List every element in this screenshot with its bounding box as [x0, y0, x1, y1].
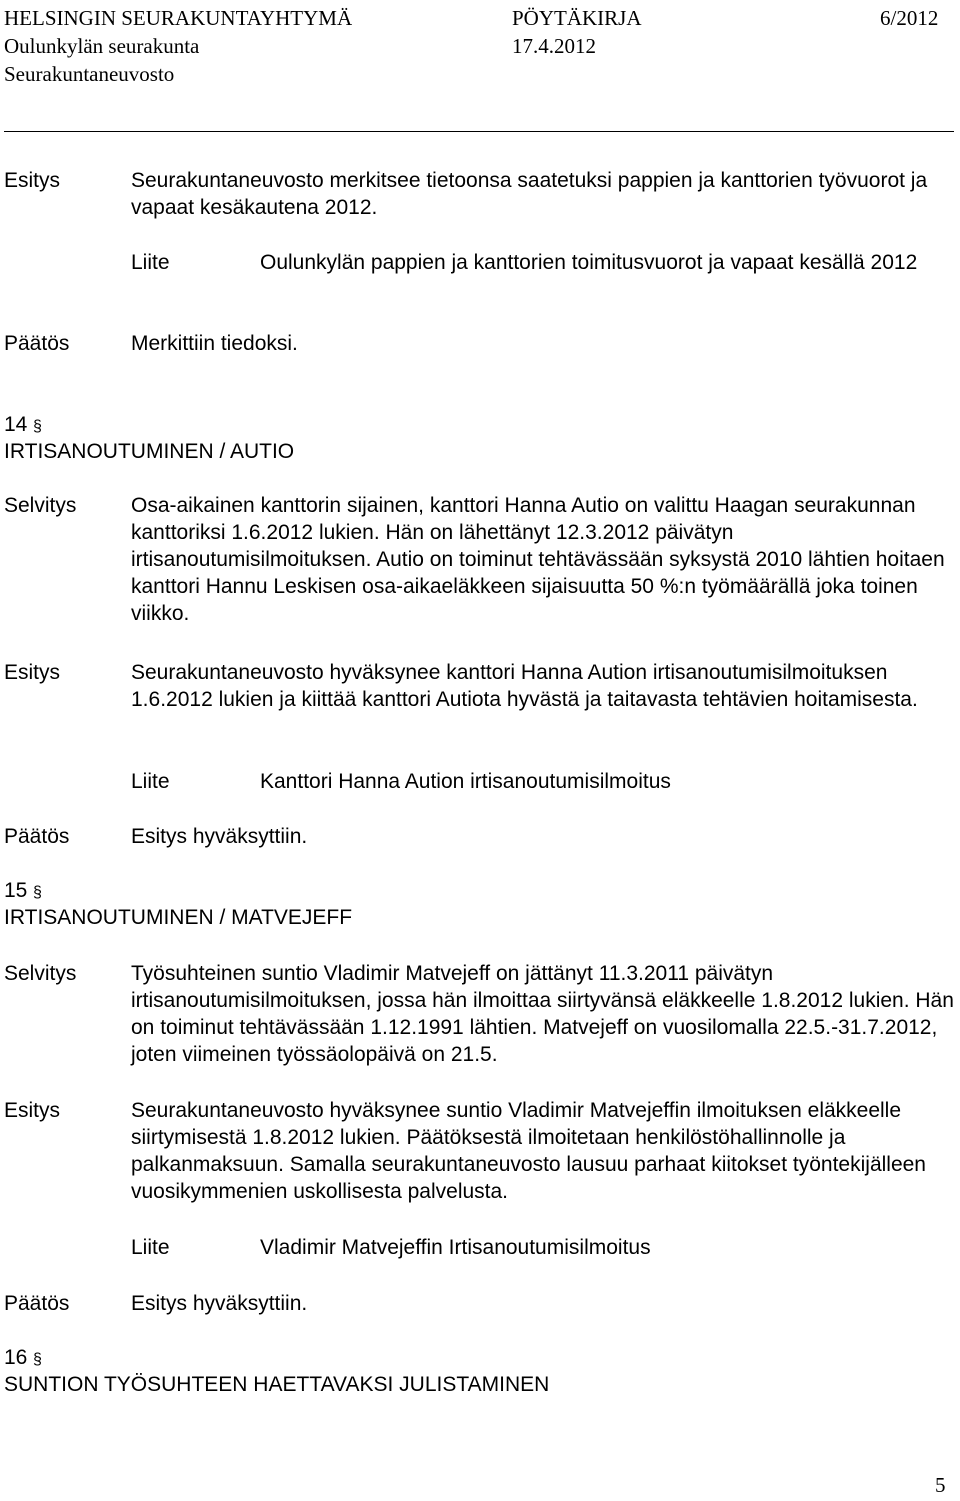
section-14-liite-text: Kanttori Hanna Aution irtisanoutumisilmoitus [260, 770, 671, 793]
section-14-heading [4, 411, 45, 438]
section-14-title: IRTISANOUTUMINEN / AUTIO [4, 440, 295, 463]
header-doc-number: 6/2012 [880, 6, 939, 30]
intro-paatos-text: Merkittiin tiedoksi. [131, 332, 298, 355]
section-15-liite-label: Liite [131, 1236, 170, 1259]
header-body: Seurakuntaneuvosto [4, 62, 175, 86]
section-15-title: IRTISANOUTUMINEN / MATVEJEFF [4, 906, 353, 929]
section-number: 16 [4, 1346, 28, 1369]
header-date: 17.4.2012 [512, 34, 596, 58]
section-sign-icon [33, 417, 45, 433]
section-16-title: SUNTION TYÖSUHTEEN HAETTAVAKSI JULISTAMINEN [4, 1373, 550, 1396]
section-15-selvitys-label: Selvitys [4, 962, 77, 985]
section-15-paatos-text: Esitys hyväksyttiin. [131, 1292, 308, 1315]
section-15-selvitys-text: Työsuhteinen suntio Vladimir Matvejeff on jättänyt 11.3.2011 päivätyn irtisanoutumisilmoituksen, jossa hän ilmoittaa siirtyvänsä eläkkeelle 1.8.2012 lukien. Hän on toiminut tehtävässään 1.12.1991 lähtien. Matvejeff on vuosilomalla 22.5.-31.7.2012, joten viimeinen työssäolopäivä on 21.5. [131, 962, 954, 1066]
intro-liite-text: Oulunkylän pappien ja kanttorien toimitusvuorot ja vapaat kesällä 2012 [260, 251, 918, 274]
section-14-liite-label: Liite [131, 770, 170, 793]
section-sign-icon [33, 1350, 45, 1366]
section-sign-icon [33, 883, 45, 899]
intro-esitys-label: Esitys [4, 169, 61, 192]
section-15-esitys-text: Seurakuntaneuvosto hyväksynee suntio Vladimir Matvejeffin ilmoituksen eläkkeelle siirtymisestä 1.8.2012 lukien. Päätöksestä ilmoitetaan henkilöstöhallinnolle ja palkanmaksuun. Samalla seurakuntaneuvosto lausuu parhaat kiitokset työntekijälleen vuosikymmenien uskollisesta palvelusta. [131, 1099, 926, 1203]
header-parish: Oulunkylän seurakunta [4, 34, 200, 58]
section-15-esitys-label: Esitys [4, 1099, 61, 1122]
header-doc-type: PÖYTÄKIRJA [512, 6, 642, 30]
section-14-selvitys-text: Osa-aikainen kanttorin sijainen, kanttori Hanna Autio on valittu Haagan seurakunnan kanttoriksi 1.6.2012 lukien. Hän on lähettänyt 12.3.2012 päivätyn irtisanoutumisilmoituksen. Autio on toiminut tehtävässään syksystä 2010 lähtien hoitaen kanttori Hannu Leskisen osa-aikaeläkkeen sijaisuutta 50 %:n työmäärällä joka toinen viikko. [131, 494, 945, 625]
section-15-liite-text: Vladimir Matvejeffin Irtisanoutumisilmoitus [260, 1236, 651, 1259]
page-number: 5 [935, 1473, 946, 1497]
section-14-paatos-label: Päätös [4, 825, 70, 848]
section-15-heading [4, 877, 45, 904]
intro-esitys-text: Seurakuntaneuvosto merkitsee tietoonsa saatetuksi pappien ja kanttorien työvuorot ja vapaat kesäkautena 2012. [131, 169, 928, 219]
svg-text:§: § [33, 418, 43, 433]
intro-paatos-label: Päätös [4, 332, 70, 355]
header-rule [4, 131, 954, 132]
section-14-esitys-label: Esitys [4, 661, 61, 684]
section-14-selvitys-label: Selvitys [4, 494, 77, 517]
header-org: HELSINGIN SEURAKUNTAYHTYMÄ [4, 6, 353, 30]
section-15-paatos-label: Päätös [4, 1292, 70, 1315]
section-16-heading [4, 1344, 45, 1371]
section-number: 15 [4, 879, 28, 902]
section-number: 14 [4, 413, 28, 436]
svg-text:§: § [33, 884, 43, 899]
section-14-paatos-text: Esitys hyväksyttiin. [131, 825, 308, 848]
intro-liite-label: Liite [131, 251, 170, 274]
section-14-esitys-text: Seurakuntaneuvosto hyväksynee kanttori Hanna Aution irtisanoutumisilmoituksen 1.6.2012 lukien ja kiittää kanttori Autiota hyvästä ja taitavasta tehtävien hoitamisesta. [131, 661, 918, 711]
svg-text:§: § [33, 1351, 43, 1366]
